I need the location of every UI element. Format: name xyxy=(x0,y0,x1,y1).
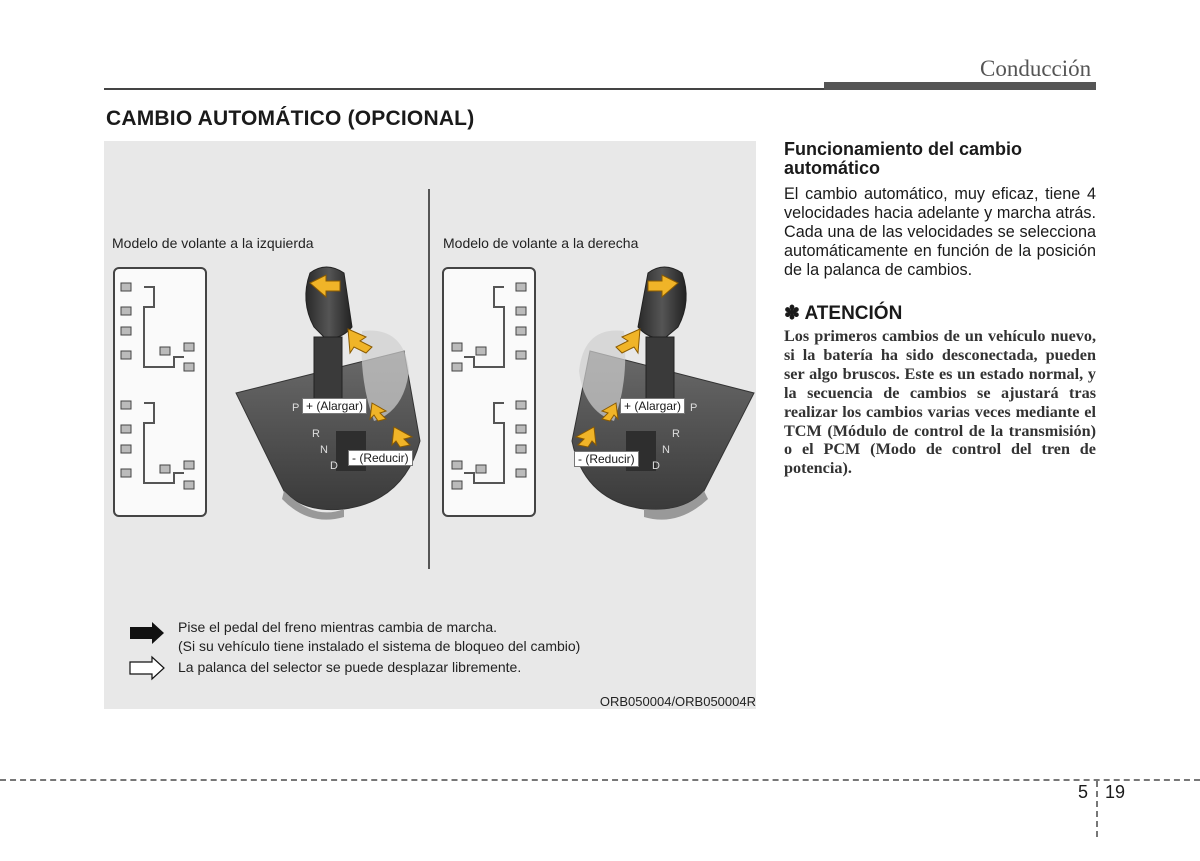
page-number: 19 xyxy=(1105,782,1126,802)
footer-divider xyxy=(1096,781,1098,837)
shifter-right xyxy=(572,267,754,520)
gear-letter-r-right: R xyxy=(672,428,680,440)
gear-letter-p: P xyxy=(292,402,300,414)
warning-paragraph: Los primeros cambios de un vehículo nuevo, si la batería ha sido desconectada, pueden ser algo bruscos. Este es un estado normal, y la secuencia de cambios se ajustará tras realizar los cambios varias veces mediante el TCM (Módulo de control de la transmisión) o el PCM (Modo de control del tren de potencia). xyxy=(784,327,1096,478)
footer-rule xyxy=(0,779,1200,781)
gate-diagram-right xyxy=(464,287,504,483)
legend-line-3: La palanca del selector se puede desplazar libremente. xyxy=(178,659,522,675)
shifter-left xyxy=(236,267,420,520)
legend-line-2: (Si su vehículo tiene instalado el sistema de bloqueo del cambio) xyxy=(178,638,581,654)
gate-buttons-right xyxy=(452,283,526,489)
chapter-number: 5 xyxy=(1078,782,1089,802)
model-label-right: Modelo de volante a la derecha xyxy=(443,235,639,251)
callout-alargar-right: + (Alargar) xyxy=(620,398,685,414)
callout-reducir-left: - (Reducir) xyxy=(348,450,413,466)
header-rule-accent xyxy=(824,82,1096,90)
gear-letter-r: R xyxy=(312,428,320,440)
section-header: Conducción xyxy=(980,56,1092,81)
warning-heading: ✽ ATENCIÓN xyxy=(784,303,903,324)
gear-letter-n: N xyxy=(320,444,328,456)
outline-arrow-icon xyxy=(130,657,164,679)
callout-alargar-left: + (Alargar) xyxy=(302,398,367,414)
gear-letter-p-right: P xyxy=(690,402,698,414)
figure-code: ORB050004/ORB050004R xyxy=(599,694,756,709)
body-paragraph: El cambio automático, muy eficaz, tiene 4 velocidades hacia adelante y marcha atrás. Cada una de las velocidades se selecciona automáticamente en función de la posición de la palanca de cambios. xyxy=(784,185,1096,279)
gear-letter-n-right: N xyxy=(662,444,670,456)
gate-buttons-left xyxy=(121,283,194,489)
subheading: Funcionamiento del cambio automático xyxy=(784,139,1023,178)
gate-diagram-left xyxy=(144,287,184,483)
page-title: CAMBIO AUTOMÁTICO (OPCIONAL) xyxy=(106,107,475,130)
callout-reducir-right: - (Reducir) xyxy=(574,451,639,467)
legend-line-1: Pise el pedal del freno mientras cambia de marcha. xyxy=(178,619,498,635)
model-label-left: Modelo de volante a la izquierda xyxy=(112,235,314,251)
shift-diagram-figure xyxy=(104,141,756,709)
header-rule xyxy=(104,88,824,90)
gear-letter-d-right: D xyxy=(652,460,660,472)
gear-letter-d: D xyxy=(330,460,338,472)
solid-arrow-icon xyxy=(130,622,164,644)
